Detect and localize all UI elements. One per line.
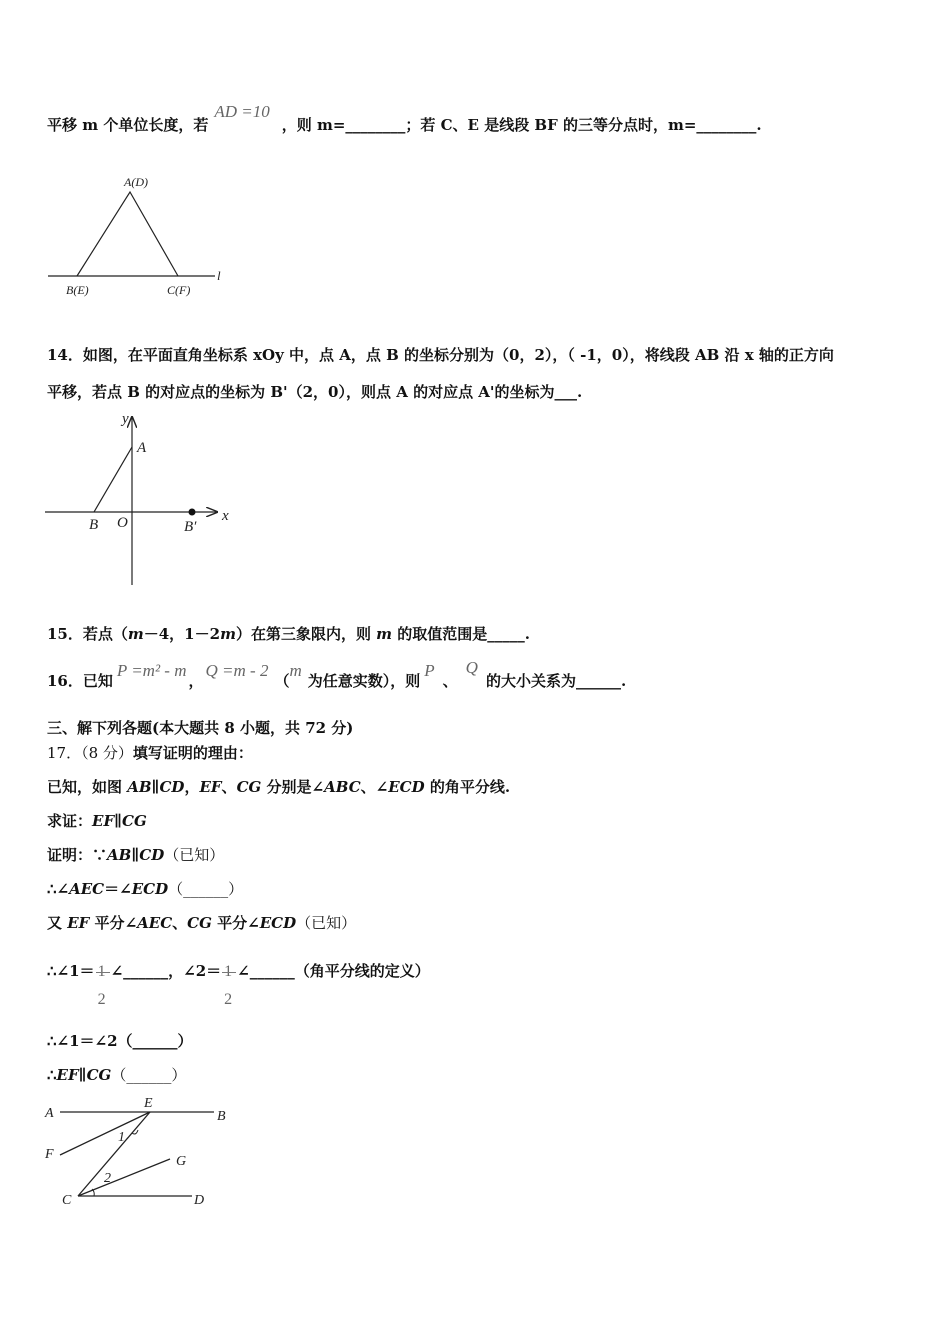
q17-given-ef: EF <box>199 778 222 796</box>
q17-given-f: 的角平分线. <box>424 778 511 796</box>
q16-line <box>47 658 627 691</box>
q17-parallel-lines-figure <box>40 1092 240 1212</box>
q17-heading-text: 填写证明的理由： <box>132 744 253 762</box>
q14-label-x: x <box>222 508 229 524</box>
q17-step-5 <box>47 1065 186 1085</box>
q17-label-e: E <box>144 1096 153 1111</box>
q17-s5-b: EF∥CG <box>56 1066 112 1084</box>
q17-step-4: ∴∠1＝∠2（______） <box>47 1032 193 1050</box>
q17-s2-d: ∠AEC <box>124 914 173 932</box>
q14-label-y: y <box>122 411 129 427</box>
q17-proof-b: AB∥CD <box>107 846 165 864</box>
q17-proof-start <box>47 845 224 865</box>
q17-given-abc: ∠ABC <box>311 778 361 796</box>
q17-s5-a: ∴ <box>47 1066 57 1084</box>
q17-s2-i: （已知） <box>296 914 357 932</box>
q13-text-b: ，则 m=________；若 C、E 是线段 BF 的三等分点时，m=________. <box>281 116 762 134</box>
q17-label-b: B <box>217 1109 226 1124</box>
q15-m3: m <box>376 625 393 643</box>
q13-label-l: l <box>217 268 221 283</box>
q17-label-1: 1 <box>118 1130 125 1145</box>
q16-math-p: P =m² - m <box>116 661 187 680</box>
q17-label-a: A <box>45 1106 54 1121</box>
q15-mid2: ）在第三象限内，则 <box>235 625 377 643</box>
q16-text-mid: 为任意实数），则 <box>307 672 421 690</box>
q17-given-d: 分别是 <box>261 778 312 796</box>
q17-s1-e: （______） <box>168 880 244 898</box>
q15-mid1: －4，1－2 <box>143 625 221 643</box>
q17-number: 17．（8 分） <box>47 744 133 762</box>
q17-prove-b: EF∥CG <box>92 812 147 830</box>
q17-given-cg: CG <box>236 778 262 796</box>
q17-s2-c: 平分 <box>89 914 125 932</box>
q17-given-ecd: ∠ECD <box>375 778 425 796</box>
q16-prefix: 16．已知 <box>47 672 113 690</box>
q17-prove <box>47 811 147 831</box>
q17-frac1-den: 2 <box>97 991 106 1008</box>
q17-s3-b: ∠______，∠2＝ <box>110 962 222 980</box>
q16-tail: 的大小关系为______. <box>485 672 627 690</box>
q17-s1-d: ∠ECD <box>119 880 169 898</box>
q17-prove-a: 求证： <box>47 812 93 830</box>
q17-s3-a: ∴∠1＝ <box>47 962 95 980</box>
q17-step-2 <box>47 913 356 933</box>
q17-given <box>47 777 510 797</box>
q17-proof-c: （已知） <box>164 846 225 864</box>
q17-step-1 <box>47 879 243 899</box>
q15-num: 15．若点（ <box>47 625 128 643</box>
q15-m2: m <box>220 625 236 643</box>
q14-label-b-prime: B′ <box>184 519 197 535</box>
q15-m1: m <box>127 625 144 643</box>
q17-label-g: G <box>176 1154 187 1169</box>
q17-s2-a: 又 <box>47 914 68 932</box>
q17-s2-h: ∠ECD <box>247 914 297 932</box>
q17-label-2: 2 <box>104 1171 111 1186</box>
q13-label-a-d: A(D) <box>124 175 148 189</box>
q17-given-e: 、 <box>360 778 376 796</box>
q17-proof-a: 证明：∵ <box>47 846 108 864</box>
q17-frac2-den: 2 <box>224 991 233 1008</box>
q16-math-q2: Q <box>465 658 478 677</box>
q14-label-b: B <box>89 517 99 533</box>
q13-triangle-figure <box>40 170 240 300</box>
q15-tail: 的取值范围是_____. <box>392 625 530 643</box>
q17-fraction-2 <box>221 947 237 1008</box>
q16-math-p2: P <box>424 661 435 680</box>
q17-fraction-1 <box>95 947 111 1008</box>
q16-math-q: Q =m - 2 <box>205 661 269 680</box>
q16-math-m: m <box>289 661 302 680</box>
q17-s2-b: EF <box>67 914 90 932</box>
q17-s2-e: 、 <box>172 914 188 932</box>
q17-s1-c: ＝ <box>104 880 120 898</box>
q17-label-f: F <box>45 1147 54 1162</box>
q14-label-a: A <box>137 440 147 456</box>
q17-s2-g: 平分 <box>211 914 248 932</box>
section-3-title: 三、解下列各题(本大题共 8 小题，共 72 分) <box>47 719 354 737</box>
q14-line-2: 平移，若点 B 的对应点的坐标为 B'（2，0），则点 A 的对应点 A'的坐标为___. <box>47 383 583 401</box>
q14-line-1: 14．如图，在平面直角坐标系 xOy 中，点 A，点 B 的坐标分别为（0，2），（ -1，0），将线段 AB 沿 x 轴的正方向 <box>47 346 834 364</box>
q13-label-c-f: C(F) <box>167 283 191 297</box>
q17-s3-c: ∠______（角平分线的定义） <box>237 962 430 980</box>
q17-step-3 <box>47 946 430 1008</box>
q13-math-ad: AD =10 <box>214 102 270 121</box>
q17-heading <box>47 743 253 763</box>
q16-sep: 、 <box>442 672 458 690</box>
q13-text-a: 平移 m 个单位长度，若 <box>47 116 209 134</box>
q17-label-d: D <box>194 1193 205 1208</box>
q13-line <box>47 102 762 135</box>
q17-given-c: 、 <box>221 778 237 796</box>
q16-comma: ， <box>188 672 204 690</box>
q17-s1-b: ∠AEC <box>56 880 105 898</box>
q13-label-b-e: B(E) <box>66 283 89 297</box>
q17-s5-c: （______） <box>111 1066 187 1084</box>
q17-s1-a: ∴ <box>47 880 57 898</box>
q17-given-a: 已知，如图 <box>47 778 128 796</box>
q17-label-c: C <box>62 1193 72 1208</box>
q16-paren-open: （ <box>274 672 290 690</box>
q15-line <box>47 624 530 644</box>
q17-given-b: ， <box>184 778 200 796</box>
q14-label-o: O <box>117 515 128 531</box>
q17-s2-f: CG <box>187 914 212 932</box>
q14-coordinate-figure <box>40 405 250 595</box>
q17-given-ab: AB∥CD <box>127 778 185 796</box>
